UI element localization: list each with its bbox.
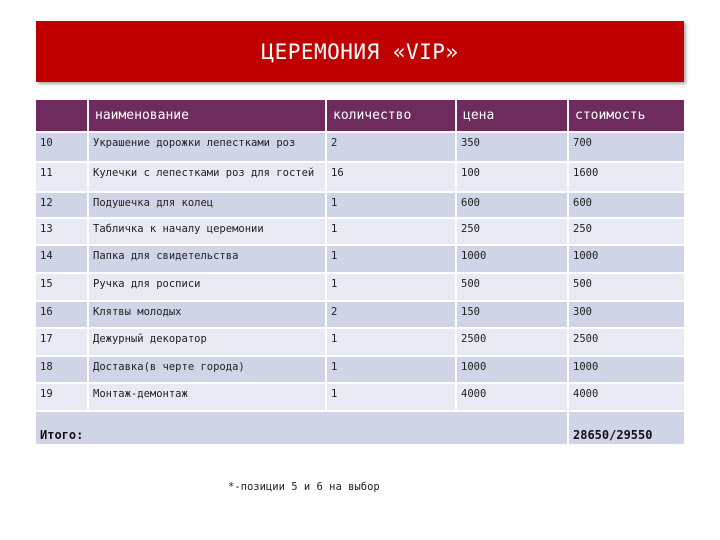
row-price: 150 [456,301,568,328]
row-name: Папка для свидетельства [88,245,326,273]
header-price: цена [456,100,568,132]
table-row [36,192,684,218]
row-name: Кулечки с лепестками роз для гостей [88,162,326,192]
row-name: Монтаж-демонтаж [88,383,326,411]
table-row [36,162,684,192]
table-header-row [36,100,684,132]
total-value: 28650/29550 [568,411,684,445]
row-name: Табличка к началу церемонии [88,218,326,245]
row-number: 14 [36,245,88,273]
row-number: 10 [36,132,88,162]
row-price: 350 [456,132,568,162]
row-name: Ручка для росписи [88,273,326,301]
row-quantity: 1 [326,383,456,411]
header-name: наименование [88,100,326,132]
page-title: ЦЕРЕМОНИЯ «VIP» [261,39,459,64]
row-cost: 250 [568,218,684,245]
title-banner [36,21,684,82]
row-quantity: 1 [326,192,456,218]
table-row [36,301,684,328]
row-quantity: 1 [326,328,456,356]
row-quantity: 2 [326,301,456,328]
row-name: Клятвы молодых [88,301,326,328]
row-cost: 500 [568,273,684,301]
table-row [36,245,684,273]
row-price: 4000 [456,383,568,411]
row-number: 17 [36,328,88,356]
row-number: 18 [36,356,88,383]
row-price: 1000 [456,245,568,273]
row-name: Доставка(в черте города) [88,356,326,383]
table-row [36,328,684,356]
footnote: *-позиции 5 и 6 на выбор [228,481,380,493]
table-row [36,356,684,383]
row-price: 100 [456,162,568,192]
table-row [36,383,684,411]
table-body [36,132,684,411]
row-cost: 1600 [568,162,684,192]
row-cost: 1000 [568,356,684,383]
row-quantity: 1 [326,356,456,383]
row-number: 13 [36,218,88,245]
row-cost: 600 [568,192,684,218]
row-number: 12 [36,192,88,218]
table-row [36,273,684,301]
row-quantity: 16 [326,162,456,192]
total-label: Итого: [36,411,568,445]
row-cost: 700 [568,132,684,162]
row-quantity: 2 [326,132,456,162]
header-quantity: количество [326,100,456,132]
row-name: Украшение дорожки лепестками роз [88,132,326,162]
header-number [36,100,88,132]
header-cost: стоимость [568,100,684,132]
row-quantity: 1 [326,218,456,245]
row-cost: 300 [568,301,684,328]
total-row [36,411,684,445]
row-number: 16 [36,301,88,328]
table-row [36,132,684,162]
row-name: Дежурный декоратор [88,328,326,356]
row-number: 11 [36,162,88,192]
row-quantity: 1 [326,273,456,301]
row-number: 19 [36,383,88,411]
row-cost: 4000 [568,383,684,411]
price-table [36,100,684,446]
row-price: 500 [456,273,568,301]
row-cost: 1000 [568,245,684,273]
row-quantity: 1 [326,245,456,273]
row-price: 600 [456,192,568,218]
row-price: 250 [456,218,568,245]
row-price: 2500 [456,328,568,356]
row-number: 15 [36,273,88,301]
row-name: Подушечка для колец [88,192,326,218]
row-cost: 2500 [568,328,684,356]
table-row [36,218,684,245]
row-price: 1000 [456,356,568,383]
